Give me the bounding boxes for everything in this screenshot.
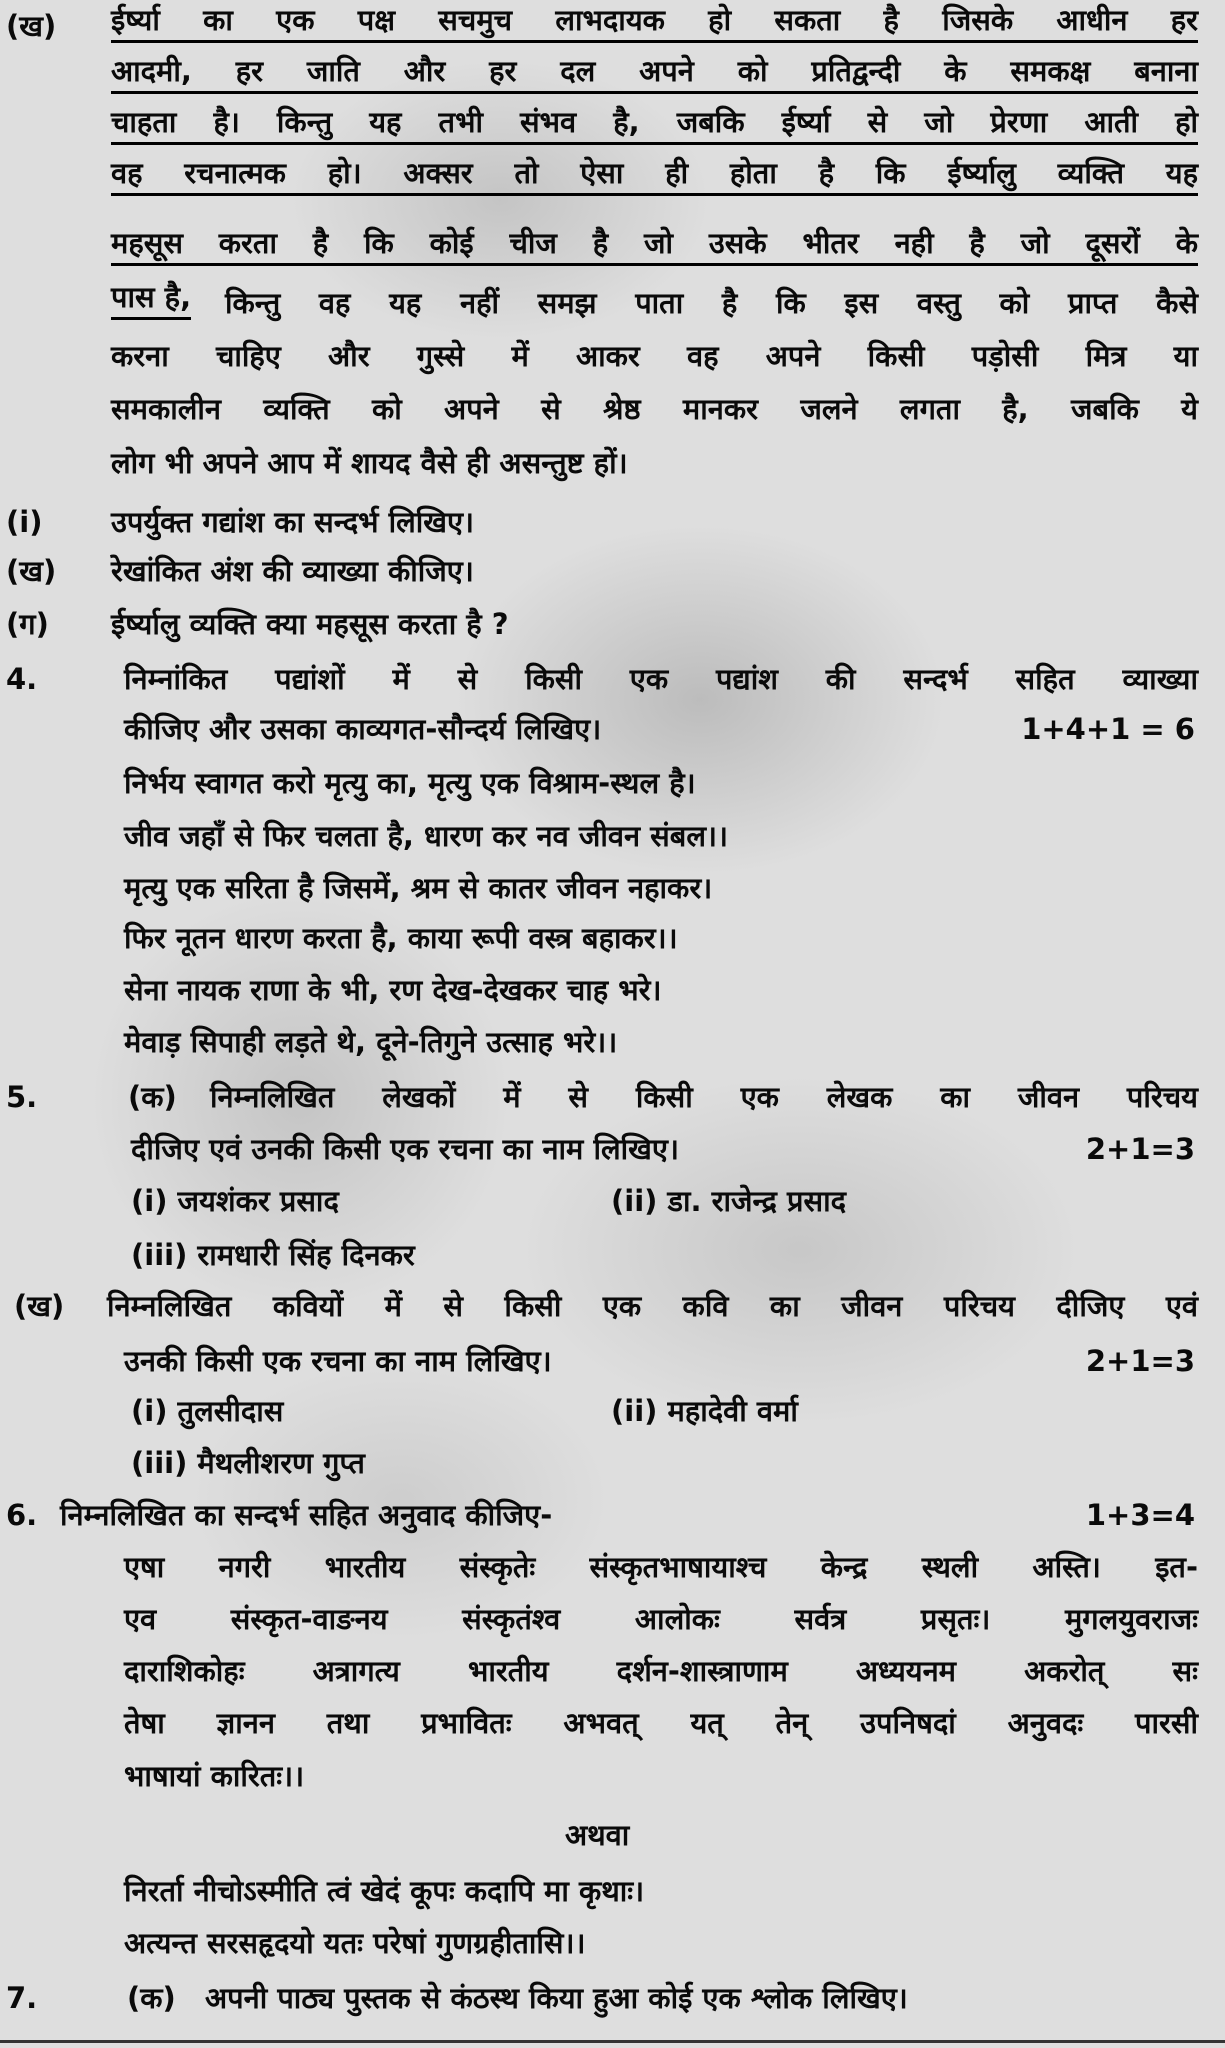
subquestion-text: उपर्युक्त गद्यांश का सन्दर्भ लिखिए।	[111, 505, 475, 539]
options-row	[0, 1229, 1225, 1281]
poem-text: मृत्यु एक सरिता है जिसमें, श्रम से कातर जीवन नहाकर।	[124, 871, 713, 905]
marks: 2+1=3	[1085, 1132, 1195, 1166]
subquestion-text: रेखांकित अंश की व्याख्या कीजिए।	[111, 554, 474, 588]
subquestion-label: (i)	[6, 505, 43, 539]
prose-text: तेषा ज्ञानन तथा प्रभावितः अभवत् यत् तेन् उपनिषदां अनुवदः पारसी	[124, 1706, 1198, 1740]
or-heading: अथवा	[565, 1818, 630, 1852]
verse-line	[0, 1865, 1225, 1917]
poem-text: फिर नूतन धारण करता है, काया रूपी वस्त्र बहाकर।।	[124, 921, 678, 955]
question-number: 6.	[6, 1498, 38, 1532]
question-7	[0, 1972, 1225, 2024]
question-text: अपनी पाठ्य पुस्तक से कंठस्थ किया हुआ कोई एक श्लोक लिखिए।	[205, 1981, 908, 2015]
verse-line	[0, 1917, 1225, 1969]
prose-text: एषा नगरी भारतीय संस्कृतेः संस्कृतभाषायाश्च केन्द्र स्थली अस्ति। इत-	[124, 1550, 1198, 1584]
question-6	[0, 1489, 1225, 1541]
verse-text: निरर्ता नीचोऽस्मीति त्वं खेदं कूपः कदापि मा कृथाः।	[124, 1874, 645, 1908]
question-text: निम्नलिखित का सन्दर्भ सहित अनुवाद कीजिए-	[60, 1498, 553, 1532]
subpart-label: (ख)	[14, 1289, 65, 1323]
passage-line	[0, 0, 1225, 52]
options-row	[0, 1175, 1225, 1227]
passage-line	[0, 383, 1225, 435]
prose-line	[0, 1593, 1225, 1645]
question-text: उनकी किसी एक रचना का नाम लिखिए।	[124, 1344, 552, 1378]
prose-line	[0, 1697, 1225, 1749]
prose-text: भाषायां कारितः।।	[124, 1759, 305, 1793]
underlined-text: चाहता है। किन्तु यह तभी संभव है, जबकि ईर्ष्या से जो प्रेरणा आती हो	[111, 102, 1198, 145]
passage-label: (ख)	[6, 9, 57, 43]
subquestion	[0, 598, 1225, 650]
subpart-label: (क)	[128, 1080, 177, 1114]
or-heading-row	[0, 1809, 1225, 1861]
underlined-text: महसूस करता है कि कोई चीज है जो उसके भीतर नही है जो दूसरों के	[111, 223, 1198, 266]
question-number: 7.	[6, 1981, 38, 2015]
passage-line	[0, 51, 1225, 103]
options-row	[0, 1385, 1225, 1437]
option: (iii) रामधारी सिंह दिनकर	[131, 1238, 415, 1272]
question-4-line	[0, 703, 1225, 755]
question-4	[0, 653, 1225, 705]
question-number: 4.	[6, 662, 38, 696]
option: (i) जयशंकर प्रसाद	[131, 1184, 339, 1218]
marks: 2+1=3	[1085, 1344, 1195, 1378]
option: (i) तुलसीदास	[131, 1394, 284, 1428]
question-5b-line	[0, 1335, 1225, 1387]
poem-line	[0, 862, 1225, 914]
poem-text: निर्भय स्वागत करो मृत्यु का, मृत्यु एक विश्राम-स्थल है।	[124, 766, 696, 800]
poem-text: सेना नायक राणा के भी, रण देख-देखकर चाह भरे।	[124, 973, 662, 1007]
poem-text: जीव जहाँ से फिर चलता है, धारण कर नव जीवन संबल।।	[124, 819, 728, 853]
question-text: निम्नलिखित कवियों में से किसी एक कवि का जीवन परिचय दीजिए एवं	[107, 1289, 1198, 1323]
subpart-label: (क)	[127, 1981, 176, 2015]
poem-line	[0, 757, 1225, 809]
passage-text: किन्तु वह यह नहीं समझ पाता है कि इस वस्तु को प्राप्त कैसे	[225, 286, 1198, 320]
question-5b	[0, 1280, 1225, 1332]
passage-line	[0, 437, 1225, 489]
underlined-text: पास है,	[111, 277, 191, 320]
prose-line	[0, 1541, 1225, 1593]
question-5-line	[0, 1123, 1225, 1175]
passage-text: समकालीन व्यक्ति को अपने से श्रेष्ठ मानकर जलने लगता है, जबकि ये	[111, 392, 1198, 426]
marks: 1+4+1 = 6	[1021, 712, 1195, 746]
underlined-text: ईर्ष्या का एक पक्ष सचमुच लाभदायक हो सकता है जिसके आधीन हर	[111, 0, 1198, 43]
passage-line	[0, 277, 1225, 329]
question-text: दीजिए एवं उनकी किसी एक रचना का नाम लिखिए।	[131, 1132, 679, 1166]
question-number: 5.	[6, 1080, 38, 1114]
options-row	[0, 1437, 1225, 1489]
subquestion-text: ईर्ष्यालु व्यक्ति क्या महसूस करता है ?	[111, 607, 509, 641]
option: (iii) मैथलीशरण गुप्त	[131, 1446, 365, 1480]
marks: 1+3=4	[1085, 1498, 1195, 1532]
question-text: कीजिए और उसका काव्यगत-सौन्दर्य लिखिए।	[124, 712, 602, 746]
verse-text: अत्यन्त सरसहृदयो यतः परेषां गुणग्रहीतासि।।	[124, 1926, 586, 1960]
underlined-text: वह रचनात्मक हो। अक्सर तो ऐसा ही होता है कि ईर्ष्यालु व्यक्ति यह	[111, 153, 1198, 196]
passage-line	[0, 102, 1225, 154]
subquestion-label: (ख)	[6, 554, 57, 588]
option: (ii) डा. राजेन्द्र प्रसाद	[611, 1184, 846, 1218]
poem-text: मेवाड़ सिपाही लड़ते थे, दूने-तिगुने उत्साह भरे।।	[124, 1025, 618, 1059]
poem-line	[0, 912, 1225, 964]
passage-line	[0, 330, 1225, 382]
question-text: निम्नांकित पद्यांशों में से किसी एक पद्यांश की सन्दर्भ सहित व्याख्या	[124, 662, 1198, 696]
passage-text: लोग भी अपने आप में शायद वैसे ही असन्तुष्ट हों।	[111, 446, 628, 480]
subquestion-label: (ग)	[6, 607, 49, 641]
poem-line	[0, 964, 1225, 1016]
prose-line	[0, 1750, 1225, 1802]
prose-line	[0, 1645, 1225, 1697]
underlined-text: आदमी, हर जाति और हर दल अपने को प्रतिद्वन्दी के समकक्ष बनाना	[111, 51, 1198, 94]
prose-text: दाराशिकोहः अत्रागत्य भारतीय दर्शन-शास्त्राणाम अध्ययनम अकरोत् सः	[124, 1654, 1198, 1688]
question-text: निम्नलिखित लेखकों में से किसी एक लेखक का जीवन परिचय	[210, 1080, 1198, 1114]
prose-text: एव संस्कृत-वाङनय संस्कृतंश्व आलोकः सर्वत्र प्रसृतः। मुगलयुवराजः	[124, 1602, 1198, 1636]
option: (ii) महादेवी वर्मा	[611, 1394, 798, 1428]
question-5	[0, 1071, 1225, 1123]
poem-line	[0, 810, 1225, 862]
page-edge	[0, 2040, 1225, 2043]
subquestion	[0, 496, 1225, 548]
passage-text: करना चाहिए और गुस्से में आकर वह अपने किसी पड़ोसी मित्र या	[111, 339, 1198, 373]
passage-line	[0, 153, 1225, 205]
passage-line	[0, 223, 1225, 275]
poem-line	[0, 1016, 1225, 1068]
subquestion	[0, 545, 1225, 597]
